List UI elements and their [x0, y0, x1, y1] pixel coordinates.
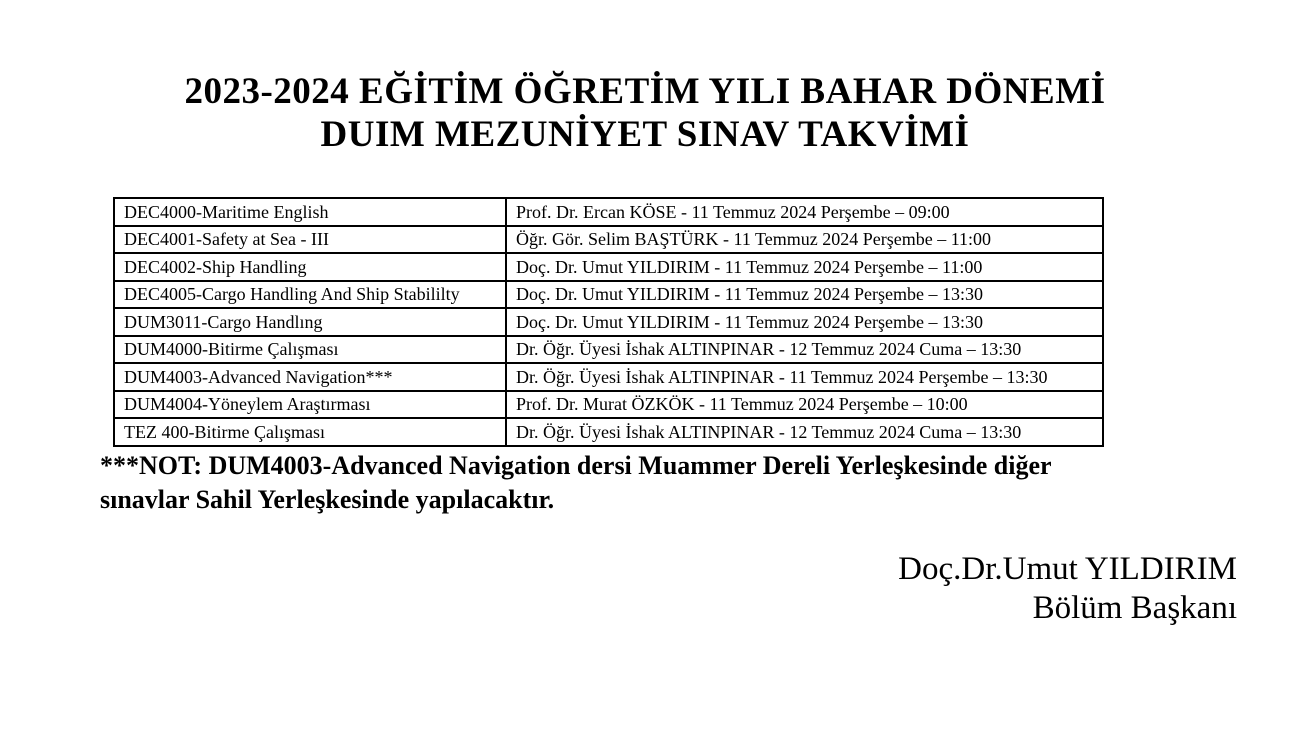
table-row	[114, 308, 1103, 336]
course-cell: DUM4000-Bitirme Çalışması	[114, 336, 506, 364]
exam-detail-cell: Dr. Öğr. Üyesi İshak ALTINPINAR - 11 Temmuz 2024 Perşembe – 13:30	[506, 363, 1103, 391]
exam-detail-cell: Doç. Dr. Umut YILDIRIM - 11 Temmuz 2024 Perşembe – 13:30	[506, 308, 1103, 336]
course-cell: DEC4001-Safety at Sea - III	[114, 226, 506, 254]
table-row	[114, 418, 1103, 446]
course-cell: DEC4005-Cargo Handling And Ship Stabililty	[114, 281, 506, 309]
signature-block	[898, 550, 1237, 628]
exam-table-body	[114, 198, 1103, 446]
title-line-1: 2023-2024 EĞİTİM ÖĞRETİM YILI BAHAR DÖNEMİ	[184, 71, 1106, 112]
course-cell: DEC4002-Ship Handling	[114, 253, 506, 281]
exam-detail-cell: Prof. Dr. Ercan KÖSE - 11 Temmuz 2024 Perşembe – 09:00	[506, 198, 1103, 226]
table-row	[114, 198, 1103, 226]
exam-detail-cell: Dr. Öğr. Üyesi İshak ALTINPINAR - 12 Temmuz 2024 Cuma – 13:30	[506, 336, 1103, 364]
course-cell: DUM3011-Cargo Handlıng	[114, 308, 506, 336]
title-line-2: DUIM MEZUNİYET SINAV TAKVİMİ	[320, 114, 970, 155]
course-cell: DUM4004-Yöneylem Araştırması	[114, 391, 506, 419]
document-title	[0, 70, 1290, 156]
exam-schedule-table	[113, 197, 1104, 447]
exam-detail-cell: Dr. Öğr. Üyesi İshak ALTINPINAR - 12 Temmuz 2024 Cuma – 13:30	[506, 418, 1103, 446]
table-row	[114, 281, 1103, 309]
table-row	[114, 253, 1103, 281]
signature-name: Doç.Dr.Umut YILDIRIM	[898, 551, 1237, 587]
note-line-2: sınavlar Sahil Yerleşkesinde yapılacaktır.	[100, 485, 555, 514]
course-cell: DUM4003-Advanced Navigation***	[114, 363, 506, 391]
exam-detail-cell: Doç. Dr. Umut YILDIRIM - 11 Temmuz 2024 Perşembe – 13:30	[506, 281, 1103, 309]
table-row	[114, 226, 1103, 254]
exam-detail-cell: Prof. Dr. Murat ÖZKÖK - 11 Temmuz 2024 Perşembe – 10:00	[506, 391, 1103, 419]
table-row	[114, 363, 1103, 391]
note-text	[100, 449, 1220, 517]
course-cell: DEC4000-Maritime English	[114, 198, 506, 226]
exam-detail-cell: Doç. Dr. Umut YILDIRIM - 11 Temmuz 2024 Perşembe – 11:00	[506, 253, 1103, 281]
course-cell: TEZ 400-Bitirme Çalışması	[114, 418, 506, 446]
table-row	[114, 391, 1103, 419]
table-row	[114, 336, 1103, 364]
signature-title: Bölüm Başkanı	[1032, 590, 1237, 626]
exam-detail-cell: Öğr. Gör. Selim BAŞTÜRK - 11 Temmuz 2024 Perşembe – 11:00	[506, 226, 1103, 254]
note-line-1: ***NOT: DUM4003-Advanced Navigation dersi Muammer Dereli Yerleşkesinde diğer	[100, 451, 1052, 480]
